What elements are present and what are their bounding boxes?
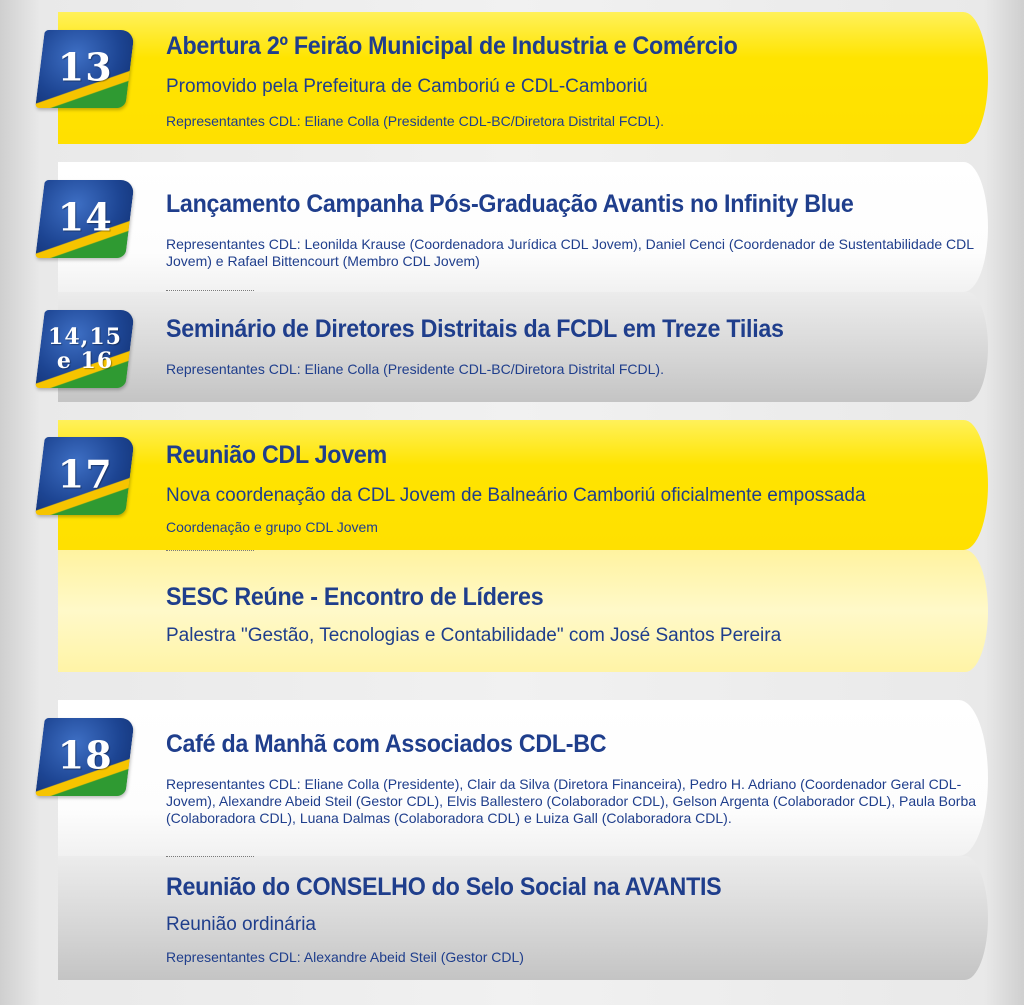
event-subtitle: Palestra "Gestão, Tecnologias e Contabilidade" com José Santos Pereira	[166, 625, 782, 646]
event-subtitle: Nova coordenação da CDL Jovem de Balneário Camboriú oficialmente empossada	[166, 485, 866, 506]
event-representatives: Representantes CDL: Eliane Colla (Presidente CDL-BC/Diretora Distrital FCDL).	[166, 113, 664, 129]
event-title: Café da Manhã com Associados CDL-BC	[166, 730, 607, 758]
event-band-14	[58, 162, 988, 292]
date-badge-line2: e 16	[56, 348, 114, 374]
date-badge-18	[35, 718, 135, 796]
event-representatives: Representantes CDL: Eliane Colla (Presidente CDL-BC/Diretora Distrital FCDL).	[166, 361, 664, 377]
date-badge-label: 18	[57, 732, 113, 778]
event-representatives: Coordenação e grupo CDL Jovem	[166, 519, 378, 535]
event-title: Reunião CDL Jovem	[166, 441, 387, 469]
date-badge-label	[40, 325, 130, 373]
date-badge-14	[35, 180, 135, 258]
dotted-separator	[166, 856, 254, 857]
event-representatives: Representantes CDL: Eliane Colla (Presidente), Clair da Silva (Diretora Financeira), Pedro H. Adriano (Coordenador Geral CDL-Jovem), Alexandre Abeid Steil (Gestor CDL), Elvis Ballestero (Colaborador CDL), Gelson Argenta (Colaborador CDL), Paula Borba (Colaboradora CDL), Luana Dalmas (Colaboradora CDL) e Luiza Gall (Colaboradora CDL).	[166, 776, 977, 826]
event-title: Abertura 2º Feirão Municipal de Industria e Comércio	[166, 32, 738, 60]
date-badge-13	[35, 30, 135, 108]
date-badge-line1: 14,15	[48, 324, 122, 350]
date-badge-label: 13	[57, 44, 113, 90]
event-representatives: Representantes CDL: Leonilda Krause (Coordenadora Jurídica CDL Jovem), Daniel Cenci (Coordenador de Sustentabilidade CDL Jovem) e Rafael Bittencourt (Membro CDL Jovem)	[166, 236, 974, 269]
event-title: Lançamento Campanha Pós-Graduação Avantis no Infinity Blue	[166, 190, 854, 218]
event-subtitle: Promovido pela Prefeitura de Camboriú e CDL-Camboriú	[166, 76, 648, 97]
dotted-separator	[166, 550, 254, 551]
event-representatives: Representantes CDL: Alexandre Abeid Steil (Gestor CDL)	[166, 949, 524, 965]
dotted-separator	[166, 290, 254, 291]
date-badge-label: 14	[57, 194, 113, 240]
event-title: SESC Reúne - Encontro de Líderes	[166, 583, 544, 611]
event-title: Seminário de Diretores Distritais da FCDL em Treze Tilias	[166, 315, 784, 343]
event-band-14-16	[58, 292, 988, 402]
date-badge-17	[35, 437, 135, 515]
event-subtitle: Reunião ordinária	[166, 914, 316, 935]
date-badge-label: 17	[57, 451, 113, 497]
date-badge-14-16	[35, 310, 135, 388]
event-title: Reunião do CONSELHO do Selo Social na AVANTIS	[166, 873, 722, 901]
